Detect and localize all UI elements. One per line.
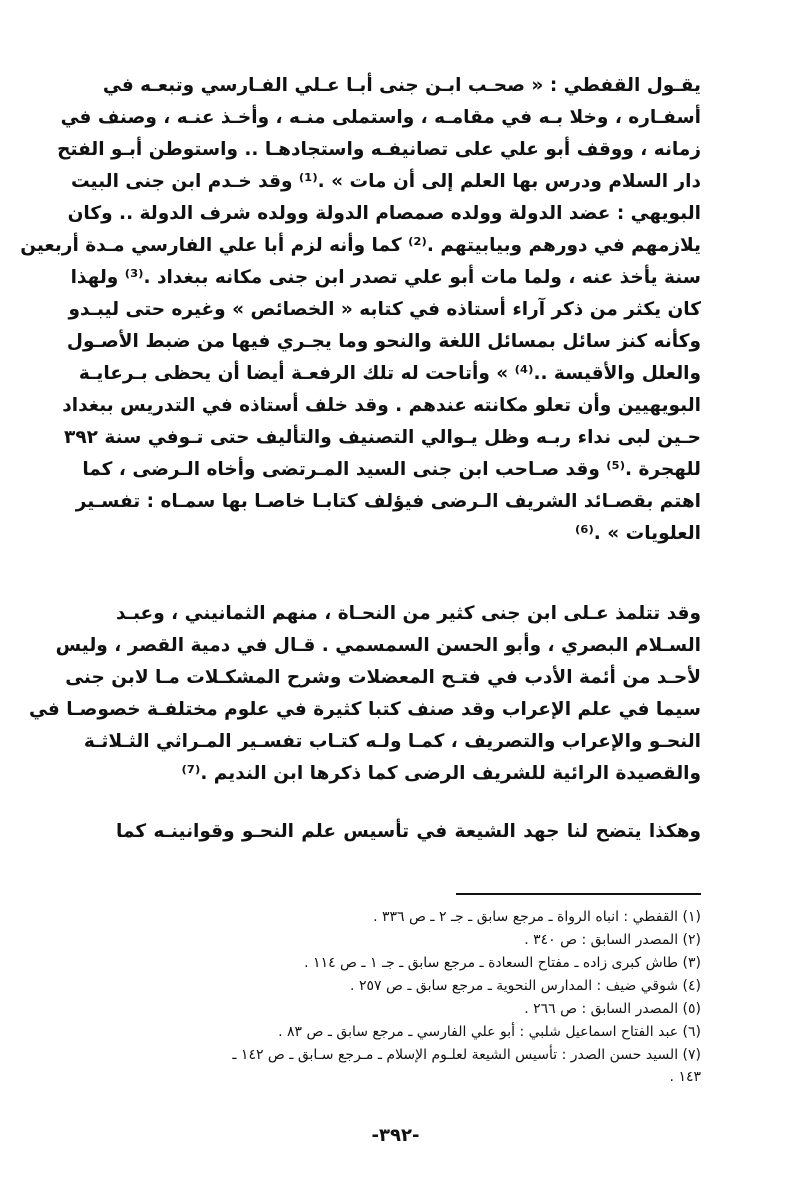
footnote-3: (٣) طاش كبرى زاده ـ مفتاح السعادة ـ مرجع سابق ـ جـ ١ ـ ص ١١٤ . [304,955,701,971]
footnote-5: (٥) المصدر السابق : ص ٢٦٦ . [524,1001,701,1017]
paragraph-1-line-8: كان يكثر من ذكر آراء أستاذه في كتابه « الخصائص » وغيره حتى ليبـدو [68,299,701,320]
paragraph-1-line-12: حـين لبى نداء ربـه وظل يـوالي التصنيف والتأليف حتى تـوفي سنة ٣٩٢ [64,427,701,448]
paragraph-2-line-6: والقصيدة الرائية للشريف الرضى كما ذكرها ابن النديم .⁽⁷⁾ [181,763,701,784]
paragraph-1-line-11: البويهيين وأن تعلو مكانته عندهم . وقد خلف أستاذه في التدريس ببغداد [62,395,701,416]
paragraph-2-line-4: سيما في علم الإعراب وقد صنف كتبا كثيرة في علوم مختلفـة خصوصـا في [28,699,701,720]
paragraph-1-line-10: والعلل والأقيسة ..⁽⁴⁾ » وأتاحت له تلك الرفعـة أيضا أن يحظى بـرعايـة [78,363,701,384]
paragraph-1-line-7: سنة يأخذ عنه ، ولما مات أبو علي تصدر ابن جنى مكانه ببغداد .⁽³⁾ ولهذا [70,267,701,288]
paragraph-1-line-14: اهتم بقصـائد الشريف الـرضى فيؤلف كتابـا خاصـا بها سمـاه : تفسـير [75,491,701,512]
paragraph-2-line-5: النحـو والإعراب والتصريف ، كمـا ولـه كتـاب تفسـير المـراثي الثـلاثـة [83,731,701,752]
footnote-7-continuation: ١٤٣ . [669,1069,701,1085]
paragraph-1-line-15: العلويات » .⁽⁶⁾ [574,523,701,544]
paragraph-1-line-9: وكأنه كنز سائل بمسائل اللغة والنحو وما يجـري فيها من ضبط الأصـول [66,331,701,352]
paragraph-1-line-13: للهجرة .⁽⁵⁾ وقد صـاحب ابن جنى السيد المـرتضى وأخاه الـرضى ، كما [82,459,701,480]
footnote-7: (٧) السيد حسن الصدر : تأسيس الشيعة لعلـوم الإسلام ـ مـرجع سـابق ـ ص ١٤٢ ـ [232,1047,701,1063]
footnote-separator [456,893,701,895]
footnote-2: (٢) المصدر السابق : ص ٣٤٠ . [524,932,701,948]
footnote-4: (٤) شوقي ضيف : المدارس النحوية ـ مرجع سابق ـ ص ٢٥٧ . [350,978,701,994]
paragraph-1-line-1: يقـول القفطي : « صحـب ابـن جنى أبـا عـلي الفـارسي وتبعـه في [102,75,701,96]
paragraph-1-line-3: زمانه ، ووقف أبو علي على تصانيفـه واستجادهـا .. واستوطن أبـو الفتح [57,139,701,160]
paragraph-2-line-2: السـلام البصري ، وأبو الحسن السمسمي . قـال في دمية القصر ، وليس [55,635,701,656]
footnote-6: (٦) عبد الفتاح اسماعيل شلبي : أبو علي الفارسي ـ مرجع سابق ـ ص ٨٣ . [278,1024,701,1040]
paragraph-1-line-4: دار السلام ودرس بها العلم إلى أن مات » .⁽¹⁾ وقد خـدم ابن جنى البيت [70,171,701,192]
paragraph-1-line-2: أسفـاره ، وخلا بـه في مقامـه ، واستملى منـه ، وأخـذ عنـه ، وصنف في [60,107,701,128]
paragraph-2-line-3: لأحـد من أئمة الأدب في فتـح المعضلات وشرح المشكـلات مـا لابن جنى [65,667,701,688]
paragraph-2-line-1: وقد تتلمذ عـلى ابن جنى كثير من النحـاة ، منهم الثمانيني ، وعبـد [116,603,701,624]
footnote-1: (١) القفطي : انباه الرواة ـ مرجع سابق ـ جـ ٢ ـ ص ٣٣٦ . [373,909,701,925]
paragraph-1-line-5: البويهي : عضد الدولة وولده صمصام الدولة وولده شرف الدولة .. وكان [67,203,701,224]
paragraph-1-line-6: يلازمهم في دورهم وبيابيتهم .⁽²⁾ كما وأنه لزم أبا علي الفارسي مـدة أربعين [20,235,701,256]
page-number: -٣٩٢- [371,1125,420,1146]
paragraph-3-line-1: وهكذا يتضح لنا جهد الشيعة في تأسيس علم النحـو وقوانينـه كما [116,821,701,842]
